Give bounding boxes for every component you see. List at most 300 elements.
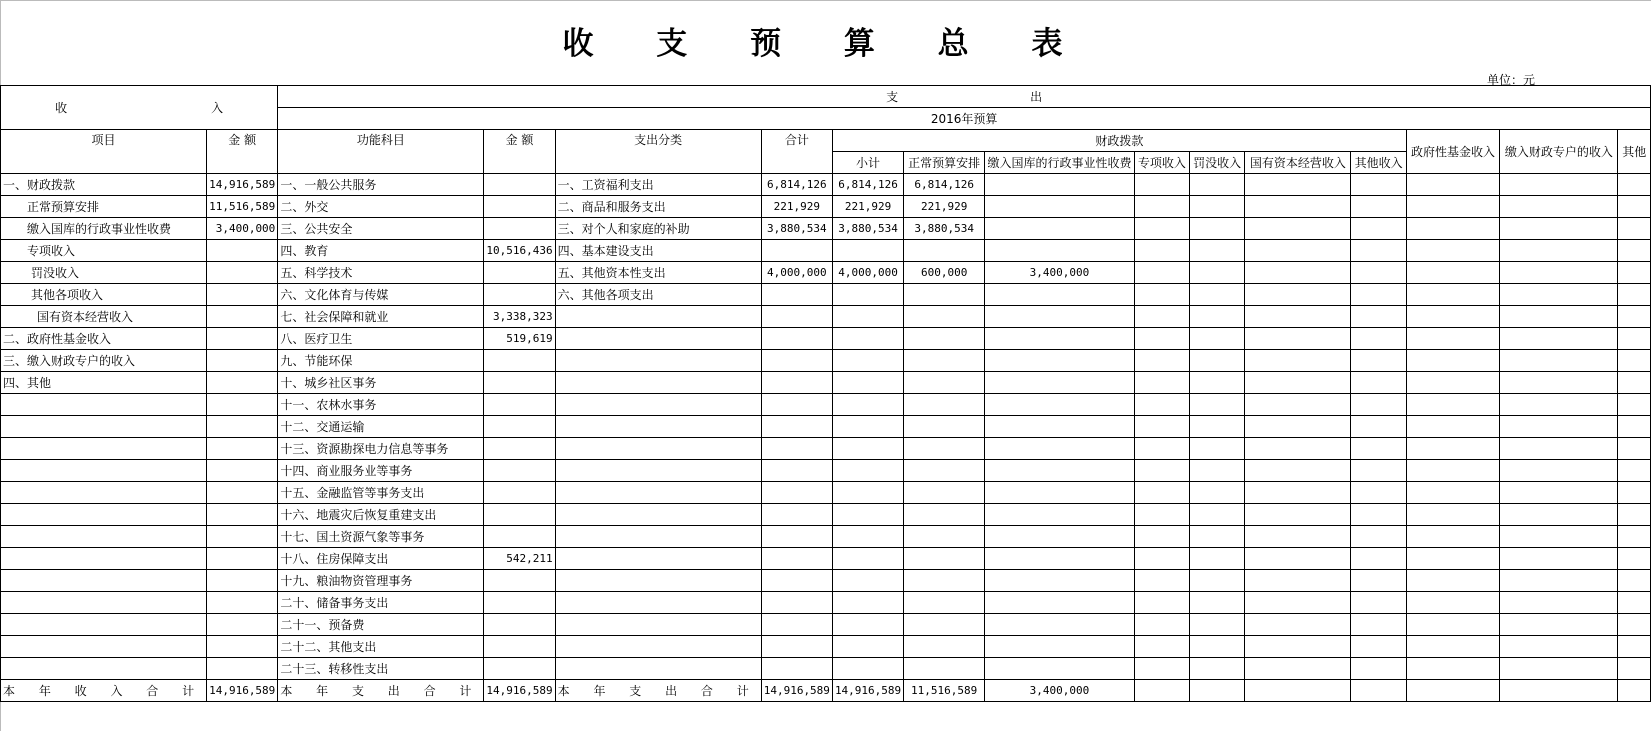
admin-fee-cell[interactable] xyxy=(985,482,1135,504)
expense-class-cell[interactable]: 六、其他各项支出 xyxy=(555,284,761,306)
function-item-cell[interactable]: 六、文化体育与传媒 xyxy=(278,284,484,306)
subtotal-cell[interactable] xyxy=(832,240,903,262)
empty-cell[interactable] xyxy=(1351,526,1406,548)
empty-cell[interactable] xyxy=(1500,636,1618,658)
empty-cell[interactable] xyxy=(1190,262,1245,284)
income-item-cell[interactable]: 其他各项收入 xyxy=(1,284,207,306)
income-item-cell[interactable]: 四、其他 xyxy=(1,372,207,394)
admin-fee-cell[interactable] xyxy=(985,284,1135,306)
empty-cell[interactable] xyxy=(1406,592,1500,614)
regular-cell[interactable]: 600,000 xyxy=(904,262,985,284)
subtotal-cell[interactable] xyxy=(832,372,903,394)
empty-cell[interactable] xyxy=(1406,240,1500,262)
admin-fee-cell[interactable] xyxy=(985,350,1135,372)
empty-cell[interactable] xyxy=(1134,174,1189,196)
function-item-cell[interactable]: 五、科学技术 xyxy=(278,262,484,284)
empty-cell[interactable] xyxy=(1406,548,1500,570)
empty-cell[interactable] xyxy=(1406,658,1500,680)
empty-cell[interactable] xyxy=(1406,284,1500,306)
subtotal-cell[interactable] xyxy=(832,526,903,548)
admin-fee-total-cell[interactable]: 3,400,000 xyxy=(985,680,1135,702)
empty-cell[interactable] xyxy=(1245,328,1351,350)
regular-cell[interactable] xyxy=(904,372,985,394)
function-item-cell[interactable]: 二十一、预备费 xyxy=(278,614,484,636)
empty-cell[interactable] xyxy=(1190,416,1245,438)
empty-cell[interactable] xyxy=(1406,372,1500,394)
empty-cell[interactable] xyxy=(1351,350,1406,372)
empty-cell[interactable] xyxy=(1406,482,1500,504)
empty-cell[interactable] xyxy=(1406,218,1500,240)
empty-cell[interactable] xyxy=(1190,504,1245,526)
function-item-cell[interactable]: 十九、粮油物资管理事务 xyxy=(278,570,484,592)
empty-cell[interactable] xyxy=(1245,504,1351,526)
function-amount-cell[interactable]: 10,516,436 xyxy=(484,240,555,262)
regular-cell[interactable] xyxy=(904,636,985,658)
empty-cell[interactable] xyxy=(1190,658,1245,680)
empty-cell[interactable] xyxy=(1190,438,1245,460)
regular-cell[interactable] xyxy=(904,438,985,460)
regular-cell[interactable] xyxy=(904,570,985,592)
empty-cell[interactable] xyxy=(1190,218,1245,240)
expense-class-cell[interactable] xyxy=(555,592,761,614)
admin-fee-cell[interactable] xyxy=(985,394,1135,416)
expense-total-amount[interactable]: 14,916,589 xyxy=(484,680,555,702)
empty-cell[interactable] xyxy=(1245,438,1351,460)
empty-cell[interactable] xyxy=(1500,416,1618,438)
empty-cell[interactable] xyxy=(1618,460,1651,482)
function-item-cell[interactable]: 二十三、转移性支出 xyxy=(278,658,484,680)
empty-cell[interactable] xyxy=(1500,240,1618,262)
admin-fee-cell[interactable] xyxy=(985,196,1135,218)
expense-class-cell[interactable]: 四、基本建设支出 xyxy=(555,240,761,262)
income-amount-cell[interactable] xyxy=(207,526,278,548)
total-cell[interactable] xyxy=(761,240,832,262)
empty-cell[interactable] xyxy=(1245,570,1351,592)
subtotal-cell[interactable] xyxy=(832,416,903,438)
expense-class-cell[interactable] xyxy=(555,328,761,350)
income-amount-cell[interactable] xyxy=(207,482,278,504)
expense-class-cell[interactable] xyxy=(555,416,761,438)
empty-cell[interactable] xyxy=(1190,240,1245,262)
total-cell[interactable] xyxy=(761,416,832,438)
empty-cell[interactable] xyxy=(1134,350,1189,372)
expense-class-cell[interactable] xyxy=(555,438,761,460)
expense-class-cell[interactable] xyxy=(555,548,761,570)
expense-class-cell[interactable]: 一、工资福利支出 xyxy=(555,174,761,196)
income-amount-cell[interactable] xyxy=(207,460,278,482)
income-item-cell[interactable] xyxy=(1,394,207,416)
empty-cell[interactable] xyxy=(1618,240,1651,262)
admin-fee-cell[interactable] xyxy=(985,240,1135,262)
empty-cell[interactable] xyxy=(1500,218,1618,240)
income-amount-cell[interactable] xyxy=(207,394,278,416)
empty-cell[interactable] xyxy=(1134,592,1189,614)
empty-cell[interactable] xyxy=(1245,526,1351,548)
total-cell[interactable] xyxy=(761,658,832,680)
total-cell[interactable] xyxy=(761,526,832,548)
income-item-cell[interactable]: 一、财政拨款 xyxy=(1,174,207,196)
empty-cell[interactable] xyxy=(1500,372,1618,394)
subtotal-cell[interactable] xyxy=(832,438,903,460)
regular-cell[interactable] xyxy=(904,306,985,328)
function-amount-cell[interactable]: 542,211 xyxy=(484,548,555,570)
subtotal-cell[interactable] xyxy=(832,636,903,658)
expense-class-cell[interactable] xyxy=(555,504,761,526)
total-cell[interactable] xyxy=(761,460,832,482)
empty-cell[interactable] xyxy=(1618,548,1651,570)
empty-cell[interactable] xyxy=(1245,196,1351,218)
regular-cell[interactable] xyxy=(904,658,985,680)
admin-fee-cell[interactable] xyxy=(985,306,1135,328)
admin-fee-cell[interactable] xyxy=(985,548,1135,570)
empty-cell[interactable] xyxy=(1134,438,1189,460)
income-amount-cell[interactable] xyxy=(207,240,278,262)
function-item-cell[interactable]: 十、城乡社区事务 xyxy=(278,372,484,394)
total-cell[interactable] xyxy=(761,350,832,372)
subtotal-cell[interactable] xyxy=(832,328,903,350)
empty-cell[interactable] xyxy=(1134,240,1189,262)
empty-cell[interactable] xyxy=(1134,416,1189,438)
empty-cell[interactable] xyxy=(1190,460,1245,482)
empty-cell[interactable] xyxy=(1500,328,1618,350)
function-amount-cell[interactable] xyxy=(484,658,555,680)
subtotal-cell[interactable]: 4,000,000 xyxy=(832,262,903,284)
subtotal-cell[interactable]: 3,880,534 xyxy=(832,218,903,240)
empty-cell[interactable] xyxy=(1351,592,1406,614)
income-item-cell[interactable] xyxy=(1,636,207,658)
empty-cell[interactable] xyxy=(1245,460,1351,482)
empty-cell[interactable] xyxy=(1500,460,1618,482)
empty-cell[interactable] xyxy=(1245,218,1351,240)
admin-fee-cell[interactable] xyxy=(985,460,1135,482)
function-item-cell[interactable]: 一、一般公共服务 xyxy=(278,174,484,196)
empty-cell[interactable] xyxy=(1406,174,1500,196)
empty-cell[interactable] xyxy=(1406,504,1500,526)
empty-cell[interactable] xyxy=(1500,284,1618,306)
regular-cell[interactable] xyxy=(904,328,985,350)
income-item-cell[interactable] xyxy=(1,460,207,482)
subtotal-cell[interactable] xyxy=(832,394,903,416)
empty-cell[interactable] xyxy=(1406,570,1500,592)
total-cell[interactable] xyxy=(761,482,832,504)
empty-cell[interactable] xyxy=(1190,372,1245,394)
empty-cell[interactable] xyxy=(1500,174,1618,196)
function-item-cell[interactable]: 十八、住房保障支出 xyxy=(278,548,484,570)
empty-cell[interactable] xyxy=(1190,174,1245,196)
subtotal-cell[interactable] xyxy=(832,482,903,504)
empty-cell[interactable] xyxy=(1245,636,1351,658)
income-amount-cell[interactable] xyxy=(207,504,278,526)
empty-cell[interactable] xyxy=(1134,614,1189,636)
total-cell[interactable] xyxy=(761,636,832,658)
income-amount-cell[interactable] xyxy=(207,416,278,438)
function-amount-cell[interactable] xyxy=(484,460,555,482)
regular-cell[interactable]: 3,880,534 xyxy=(904,218,985,240)
income-amount-cell[interactable] xyxy=(207,658,278,680)
function-amount-cell[interactable] xyxy=(484,526,555,548)
income-item-cell[interactable] xyxy=(1,658,207,680)
empty-cell[interactable] xyxy=(1500,548,1618,570)
expense-class-cell[interactable] xyxy=(555,306,761,328)
subtotal-cell[interactable]: 6,814,126 xyxy=(832,174,903,196)
empty-cell[interactable] xyxy=(1245,262,1351,284)
empty-cell[interactable] xyxy=(1134,328,1189,350)
income-item-cell[interactable] xyxy=(1,548,207,570)
empty-cell[interactable] xyxy=(1351,372,1406,394)
empty-cell[interactable] xyxy=(1406,438,1500,460)
empty-cell[interactable] xyxy=(1190,284,1245,306)
function-item-cell[interactable]: 二、外交 xyxy=(278,196,484,218)
income-amount-cell[interactable] xyxy=(207,636,278,658)
empty-cell[interactable] xyxy=(1351,680,1406,702)
function-amount-cell[interactable] xyxy=(484,570,555,592)
empty-cell[interactable] xyxy=(1406,262,1500,284)
income-item-cell[interactable] xyxy=(1,416,207,438)
income-item-cell[interactable]: 国有资本经营收入 xyxy=(1,306,207,328)
function-amount-cell[interactable] xyxy=(484,482,555,504)
regular-total-cell[interactable]: 11,516,589 xyxy=(904,680,985,702)
empty-cell[interactable] xyxy=(1245,614,1351,636)
function-amount-cell[interactable] xyxy=(484,372,555,394)
empty-cell[interactable] xyxy=(1618,680,1651,702)
admin-fee-cell[interactable] xyxy=(985,570,1135,592)
empty-cell[interactable] xyxy=(1245,372,1351,394)
total-cell[interactable] xyxy=(761,592,832,614)
regular-cell[interactable] xyxy=(904,416,985,438)
empty-cell[interactable] xyxy=(1351,504,1406,526)
empty-cell[interactable] xyxy=(1618,438,1651,460)
subtotal-cell[interactable] xyxy=(832,460,903,482)
empty-cell[interactable] xyxy=(1500,196,1618,218)
empty-cell[interactable] xyxy=(1500,592,1618,614)
expense-class-cell[interactable] xyxy=(555,614,761,636)
total-cell[interactable] xyxy=(761,548,832,570)
admin-fee-cell[interactable] xyxy=(985,614,1135,636)
function-item-cell[interactable]: 九、节能环保 xyxy=(278,350,484,372)
function-item-cell[interactable]: 四、教育 xyxy=(278,240,484,262)
admin-fee-cell[interactable]: 3,400,000 xyxy=(985,262,1135,284)
subtotal-cell[interactable] xyxy=(832,570,903,592)
subtotal-cell[interactable] xyxy=(832,548,903,570)
empty-cell[interactable] xyxy=(1351,438,1406,460)
empty-cell[interactable] xyxy=(1351,482,1406,504)
income-amount-cell[interactable] xyxy=(207,284,278,306)
subtotal-cell[interactable] xyxy=(832,614,903,636)
function-amount-cell[interactable] xyxy=(484,196,555,218)
expense-class-cell[interactable] xyxy=(555,658,761,680)
income-amount-cell[interactable]: 14,916,589 xyxy=(207,174,278,196)
expense-class-cell[interactable] xyxy=(555,482,761,504)
empty-cell[interactable] xyxy=(1500,306,1618,328)
admin-fee-cell[interactable] xyxy=(985,218,1135,240)
empty-cell[interactable] xyxy=(1245,592,1351,614)
income-amount-cell[interactable] xyxy=(207,350,278,372)
income-amount-cell[interactable] xyxy=(207,570,278,592)
total-cell[interactable] xyxy=(761,284,832,306)
function-item-cell[interactable]: 三、公共安全 xyxy=(278,218,484,240)
expense-class-cell[interactable] xyxy=(555,394,761,416)
subtotal-cell[interactable] xyxy=(832,350,903,372)
empty-cell[interactable] xyxy=(1245,174,1351,196)
total-cell[interactable] xyxy=(761,438,832,460)
expense-class-cell[interactable]: 二、商品和服务支出 xyxy=(555,196,761,218)
empty-cell[interactable] xyxy=(1245,416,1351,438)
function-amount-cell[interactable] xyxy=(484,262,555,284)
income-amount-cell[interactable] xyxy=(207,438,278,460)
function-amount-cell[interactable] xyxy=(484,592,555,614)
empty-cell[interactable] xyxy=(1406,460,1500,482)
empty-cell[interactable] xyxy=(1190,482,1245,504)
admin-fee-cell[interactable] xyxy=(985,372,1135,394)
regular-cell[interactable] xyxy=(904,482,985,504)
empty-cell[interactable] xyxy=(1406,680,1500,702)
empty-cell[interactable] xyxy=(1618,636,1651,658)
empty-cell[interactable] xyxy=(1190,570,1245,592)
empty-cell[interactable] xyxy=(1618,174,1651,196)
empty-cell[interactable] xyxy=(1618,504,1651,526)
empty-cell[interactable] xyxy=(1351,328,1406,350)
income-item-cell[interactable]: 罚没收入 xyxy=(1,262,207,284)
income-item-cell[interactable]: 二、政府性基金收入 xyxy=(1,328,207,350)
empty-cell[interactable] xyxy=(1245,658,1351,680)
empty-cell[interactable] xyxy=(1245,350,1351,372)
function-item-cell[interactable]: 二十二、其他支出 xyxy=(278,636,484,658)
empty-cell[interactable] xyxy=(1134,306,1189,328)
empty-cell[interactable] xyxy=(1618,482,1651,504)
empty-cell[interactable] xyxy=(1190,636,1245,658)
empty-cell[interactable] xyxy=(1245,284,1351,306)
empty-cell[interactable] xyxy=(1500,438,1618,460)
admin-fee-cell[interactable] xyxy=(985,658,1135,680)
function-amount-cell[interactable] xyxy=(484,350,555,372)
empty-cell[interactable] xyxy=(1406,526,1500,548)
empty-cell[interactable] xyxy=(1190,328,1245,350)
empty-cell[interactable] xyxy=(1618,614,1651,636)
empty-cell[interactable] xyxy=(1618,416,1651,438)
function-amount-cell[interactable] xyxy=(484,218,555,240)
empty-cell[interactable] xyxy=(1618,570,1651,592)
income-item-cell[interactable]: 三、缴入财政专户的收入 xyxy=(1,350,207,372)
income-amount-cell[interactable] xyxy=(207,372,278,394)
function-amount-cell[interactable] xyxy=(484,394,555,416)
empty-cell[interactable] xyxy=(1134,394,1189,416)
total-cell[interactable] xyxy=(761,614,832,636)
admin-fee-cell[interactable] xyxy=(985,504,1135,526)
grand-total-cell[interactable]: 14,916,589 xyxy=(761,680,832,702)
total-cell[interactable] xyxy=(761,372,832,394)
empty-cell[interactable] xyxy=(1245,482,1351,504)
empty-cell[interactable] xyxy=(1618,306,1651,328)
empty-cell[interactable] xyxy=(1406,636,1500,658)
empty-cell[interactable] xyxy=(1406,416,1500,438)
total-cell[interactable]: 221,929 xyxy=(761,196,832,218)
admin-fee-cell[interactable] xyxy=(985,174,1135,196)
total-cell[interactable] xyxy=(761,504,832,526)
regular-cell[interactable] xyxy=(904,350,985,372)
income-item-cell[interactable] xyxy=(1,482,207,504)
empty-cell[interactable] xyxy=(1500,482,1618,504)
empty-cell[interactable] xyxy=(1190,680,1245,702)
total-cell[interactable]: 3,880,534 xyxy=(761,218,832,240)
subtotal-total-cell[interactable]: 14,916,589 xyxy=(832,680,903,702)
empty-cell[interactable] xyxy=(1134,658,1189,680)
regular-cell[interactable] xyxy=(904,284,985,306)
subtotal-cell[interactable] xyxy=(832,306,903,328)
function-amount-cell[interactable] xyxy=(484,614,555,636)
income-item-cell[interactable] xyxy=(1,614,207,636)
income-item-cell[interactable] xyxy=(1,592,207,614)
total-cell[interactable] xyxy=(761,394,832,416)
function-amount-cell[interactable] xyxy=(484,284,555,306)
empty-cell[interactable] xyxy=(1245,306,1351,328)
income-item-cell[interactable]: 缴入国库的行政事业性收费 xyxy=(1,218,207,240)
empty-cell[interactable] xyxy=(1190,592,1245,614)
empty-cell[interactable] xyxy=(1500,504,1618,526)
empty-cell[interactable] xyxy=(1245,394,1351,416)
income-item-cell[interactable]: 正常预算安排 xyxy=(1,196,207,218)
total-cell[interactable]: 6,814,126 xyxy=(761,174,832,196)
admin-fee-cell[interactable] xyxy=(985,438,1135,460)
empty-cell[interactable] xyxy=(1351,196,1406,218)
empty-cell[interactable] xyxy=(1351,262,1406,284)
empty-cell[interactable] xyxy=(1134,526,1189,548)
empty-cell[interactable] xyxy=(1245,548,1351,570)
function-amount-cell[interactable] xyxy=(484,438,555,460)
income-amount-cell[interactable] xyxy=(207,592,278,614)
empty-cell[interactable] xyxy=(1618,284,1651,306)
empty-cell[interactable] xyxy=(1351,614,1406,636)
regular-cell[interactable] xyxy=(904,504,985,526)
regular-cell[interactable]: 6,814,126 xyxy=(904,174,985,196)
empty-cell[interactable] xyxy=(1618,592,1651,614)
empty-cell[interactable] xyxy=(1351,174,1406,196)
empty-cell[interactable] xyxy=(1190,526,1245,548)
empty-cell[interactable] xyxy=(1134,680,1189,702)
empty-cell[interactable] xyxy=(1351,416,1406,438)
function-item-cell[interactable]: 十七、国土资源气象等事务 xyxy=(278,526,484,548)
empty-cell[interactable] xyxy=(1351,284,1406,306)
empty-cell[interactable] xyxy=(1134,218,1189,240)
income-amount-cell[interactable] xyxy=(207,328,278,350)
total-cell[interactable] xyxy=(761,328,832,350)
expense-class-cell[interactable]: 三、对个人和家庭的补助 xyxy=(555,218,761,240)
empty-cell[interactable] xyxy=(1190,196,1245,218)
empty-cell[interactable] xyxy=(1500,350,1618,372)
empty-cell[interactable] xyxy=(1500,614,1618,636)
total-cell[interactable]: 4,000,000 xyxy=(761,262,832,284)
function-amount-cell[interactable] xyxy=(484,636,555,658)
admin-fee-cell[interactable] xyxy=(985,328,1135,350)
empty-cell[interactable] xyxy=(1618,350,1651,372)
income-item-cell[interactable]: 专项收入 xyxy=(1,240,207,262)
empty-cell[interactable] xyxy=(1406,614,1500,636)
empty-cell[interactable] xyxy=(1351,570,1406,592)
function-item-cell[interactable]: 十一、农林水事务 xyxy=(278,394,484,416)
income-total-amount[interactable]: 14,916,589 xyxy=(207,680,278,702)
function-item-cell[interactable]: 十四、商业服务业等事务 xyxy=(278,460,484,482)
subtotal-cell[interactable] xyxy=(832,504,903,526)
function-amount-cell[interactable] xyxy=(484,504,555,526)
regular-cell[interactable] xyxy=(904,526,985,548)
empty-cell[interactable] xyxy=(1351,394,1406,416)
empty-cell[interactable] xyxy=(1190,548,1245,570)
empty-cell[interactable] xyxy=(1134,636,1189,658)
function-item-cell[interactable]: 十六、地震灾后恢复重建支出 xyxy=(278,504,484,526)
empty-cell[interactable] xyxy=(1134,372,1189,394)
expense-class-cell[interactable] xyxy=(555,372,761,394)
empty-cell[interactable] xyxy=(1500,570,1618,592)
function-item-cell[interactable]: 十五、金融监管等事务支出 xyxy=(278,482,484,504)
